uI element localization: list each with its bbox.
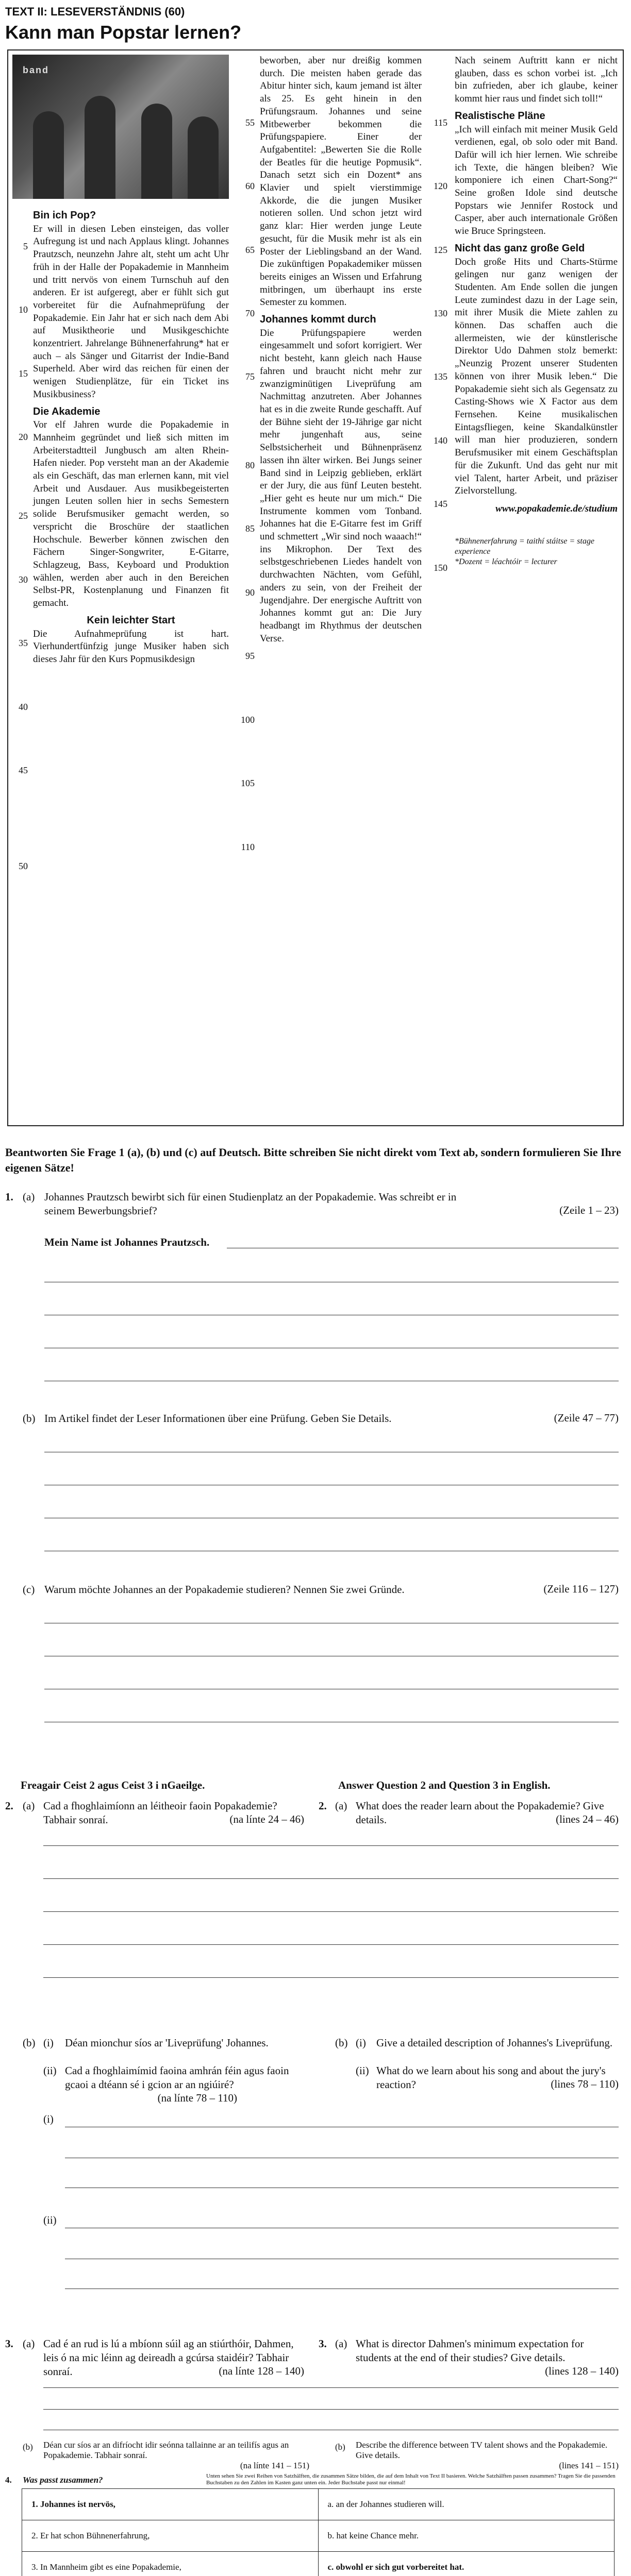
question-text: Im Artikel findet der Leser Informationen über eine Prüfung. Geben Sie Details.: [44, 1412, 392, 1425]
line-number: 150: [434, 563, 447, 573]
irish-header: Freagair Ceist 2 agus Ceist 3 i nGaeilge.: [21, 1779, 205, 1791]
paragraph: beworben, aber nur dreißig kommen durch. Die meisten haben gerade das Abitur hinter sich, kaum jemand ist älter als 25. Es geht hinein in den Prüfungsraum. Johannes und seine Mitbewerber bekommen die Prüfungspapiere. Einer der Aufgabentitel: „Bewerten Sie die Rolle der Beatles für die heutige Popmusik“. Danach setzt sich ein Dozent* ans Klavier und spielt vierstimmige Akkorde, die die jungen Musiker notieren sollen. Und schon jetzt wird ganz klar: Hier werden junge Leute gesucht, für die Musik mehr ist als ein Poster der Lieblingsband an der Wand. Die zukünftigen Popakademiker müssen bereits einiges an Wissen und Erfahrung mitbringen, um überhaupt ins erste Semester zu kommen.: [260, 55, 422, 308]
line-reference: (na línte 128 – 140): [219, 2365, 304, 2377]
question-number: 2.: [319, 1800, 327, 1812]
line-number: 130: [434, 308, 447, 318]
footnote: *Bühnenerfahrung = taithí stáitse = stage experience: [455, 536, 594, 556]
line-number: 70: [245, 308, 255, 318]
question-text-irish: Cad a fhoghlaimíonn an léitheoir faoin Popakademie? Tabhair sonraí.: [43, 1800, 277, 1826]
paragraph: Nach seinem Auftritt kann er nicht glauben, dass es schon vorbei ist. „Ich bin zufrieden, aber ich glaube, keiner kommt hier raus und findet sich toll!“: [455, 55, 618, 105]
line-number: 30: [19, 574, 28, 585]
question-label: (b): [23, 2442, 33, 2452]
subheading: Nicht das ganz große Geld: [455, 242, 585, 254]
paragraph: Die Prüfungspapiere werden eingesammelt und sofort korrigiert. Wer nicht besteht, kann gleich nach Hause fahren und braucht nicht mehr zur zwanzigminütigen Liveprüfung am Nachmittag anzutreten. Aber Johannes hat es in die zweite Runde geschafft. Auf der Bühne sieht der 19-Jährige gar nicht mehr jungenhaft aus, seine Selbstsicherheit und Bühnenpräsenz lassen ihn älter wirken. Bei Jungs seiner Band sind in Leipzig geblieben, erklärt er der Jury, die aus fünf Leuten besteht. „Hier geht es heute nur um mich.“ Die Instrumente kommen vom Tonband. Johannes hat die E-Gitarre fest im Griff und schmettert „Wir sind noch waaach!“ ins Mikrophon. Der Text des selbstgeschriebenen Liedes handelt von durchwachten Nächten, vom Gefühl, anders zu sein, von der Freiheit der Jugendjahre. Der energische Auftritt von Johannes kommt gut an: Die Jury headbangt im Rhythmus der deutschen Verse.: [260, 327, 422, 644]
line-number: 120: [434, 181, 447, 191]
match-left: 3. In Mannheim gibt es eine Popakademie,: [22, 2552, 319, 2576]
line-reference: (lines 141 – 151): [559, 2461, 619, 2470]
question-label: (a): [23, 1800, 35, 1812]
line-number: 10: [19, 304, 28, 315]
article-column-3: [427, 50, 623, 1125]
line-number: 90: [245, 587, 255, 598]
answer-sublabel: (ii): [43, 2214, 57, 2226]
line-number: 60: [245, 181, 255, 191]
question-text: Warum möchte Johannes an der Popakademie studieren? Nennen Sie zwei Gründe.: [44, 1583, 405, 1596]
paragraph: „Ich will einfach mit meiner Musik Geld verdienen, egal, ob solo oder mit Band. Dafür will ich hier lernen. Wie schreibe ich Texte, die hängen bleiben? Wie komponiere ich einen Chart-Song?“ Seine großen Idole sind deutsche Popstars wie Jennifer Rostock und Casper, aber auch internationale Größen wie Bruce Springsteen.: [455, 124, 618, 237]
section-header: TEXT II: LESEVERSTÄNDNIS (60): [5, 5, 185, 18]
answer-line[interactable]: [43, 2387, 619, 2388]
line-number: 115: [434, 117, 447, 128]
line-reference: (lines 78 – 110): [551, 2078, 619, 2090]
question-text-english: What do we learn about his song and about the jury's reaction?: [376, 2064, 606, 2091]
question-text: Johannes Prautzsch bewirbt sich für einen Studienplatz an der Popakademie. Was schreibt er in seinem Bewerbungsbrief?: [44, 1191, 457, 1217]
question-number: 3.: [5, 2337, 13, 2350]
article-title: Kann man Popstar lernen?: [5, 22, 242, 43]
line-number: 105: [241, 778, 255, 788]
match-left: 1. Johannes ist nervös,: [22, 2489, 319, 2520]
answer-line[interactable]: [43, 1911, 619, 1912]
question-label: (a): [23, 2337, 35, 2350]
match-left: 2. Er hat schon Bühnenerfahrung,: [22, 2520, 319, 2552]
line-number: 25: [19, 511, 28, 521]
subheading: Realistische Pläne: [455, 110, 545, 122]
source-link[interactable]: www.popakademie.de/studium: [495, 503, 618, 514]
question-instruction: Unten sehen Sie zwei Reihen von Satzhälften, die zusammen Sätze bilden, die auf dem Inhalt von Text II basieren. Welche Satzhälften passen zusammen? Tragen Sie die passenden Buchstaben zu den Zahlen im Kasten ganz unten ein. Jeder Buchstabe passt nur einmal!: [206, 2473, 616, 2486]
photo-figure: [141, 104, 172, 199]
line-number: 20: [19, 432, 28, 442]
paragraph: Er will in diesen Leben einsteigen, das voller Aufregung ist und nach Applaus klingt. Johannes Prautzsch, neunzehn Jahre alt, steht um acht Uhr früh in der Halle der Popakademie in Mannheim und tritt nervös von einem Turnschuh auf den anderen. Er ist aufgeregt, aber er fühlt sich gut vorbereitet für die Aufnahmeprüfung der Popakademie. Ein Jahr hat er sich nach dem Abi auf Musiktheorie und Musikgeschichte konzentriert. Jahrelange Bühnenerfahrung* hat er auch – als Sänger und Gitarrist der Indie-Band Superheld. Aber wird das reichen für einen der wenigen Studienplätze, für ein Ticket ins Musikbusiness?: [33, 223, 229, 400]
line-reference: (Zeile 116 – 127): [543, 1583, 619, 1595]
line-number: 100: [241, 715, 255, 725]
line-number: 5: [23, 241, 28, 251]
answer-line[interactable]: [43, 1845, 619, 1846]
column-2-text: [260, 55, 422, 645]
question-label: (b): [23, 1412, 36, 1425]
paragraph: Die Aufnahmeprüfung ist hart. Vierhundertfünfzig junge Musiker haben sich dieses Jahr für den Kurs Popmusikdesign: [33, 628, 229, 665]
question-text-irish: Déan cur síos ar an difríocht idir seónna tallainne ar an teilifís agus an Popakademie. Tabhair sonraí.: [43, 2440, 289, 2460]
question-text-english: Give a detailed description of Johannes's Liveprüfung.: [376, 2037, 613, 2049]
column-3-text: [455, 55, 618, 567]
subheading: Bin ich Pop?: [33, 210, 96, 221]
question-number: 4.: [5, 2475, 12, 2485]
question-text-english: What is director Dahmen's minimum expectation for students at the end of their studies? Give details.: [356, 2337, 584, 2364]
matching-table: [22, 2488, 615, 2576]
question-text-irish: Déan mionchur síos ar 'Liveprüfung' Johannes.: [65, 2037, 269, 2049]
line-reference: (na línte 141 – 151): [240, 2461, 309, 2470]
line-number: 50: [19, 861, 28, 871]
question-sublabel: (i): [43, 2037, 54, 2049]
question-label: (a): [335, 2337, 347, 2350]
question-text-irish: Cad é an rud is lú a mbíonn súil ag an stiúrthóir, Dahmen, leis ó na mic léinn ag deireadh a gcúrsa staidéir? Tabhair sonraí.: [43, 2337, 294, 2378]
line-number: 45: [19, 765, 28, 775]
subheading: Johannes kommt durch: [260, 314, 376, 326]
answer-starter: Mein Name ist Johannes Prautzsch.: [44, 1236, 210, 1248]
answer-line[interactable]: [43, 2409, 619, 2410]
photo-caption: band: [23, 65, 49, 75]
line-reference: (lines 128 – 140): [545, 2365, 619, 2377]
column-1-text: [33, 205, 229, 666]
line-number: 145: [434, 499, 447, 509]
band-photo: [12, 55, 229, 199]
instructions: Beantworten Sie Frage 1 (a), (b) und (c) auf Deutsch. Bitte schreiben Sie nicht direkt vom Text ab, sondern formulieren Sie Ihre eigenen Sätze!: [5, 1146, 621, 1174]
line-number: 110: [241, 842, 255, 852]
footnote: *Dozent = léachtóir = lecturer: [455, 557, 557, 566]
match-row: [22, 2552, 615, 2576]
question-text-english: Describe the difference between TV talent shows and the Popakademie. Give details.: [356, 2440, 608, 2460]
line-number: 125: [434, 245, 447, 255]
photo-figure: [33, 111, 64, 199]
article-column-1: [8, 50, 235, 1125]
match-row: [22, 2489, 615, 2520]
line-number: 135: [434, 371, 447, 382]
line-reference: (Zeile 1 – 23): [559, 1204, 619, 1216]
line-reference: (Zeile 47 – 77): [554, 1412, 619, 1424]
line-number: 80: [245, 460, 255, 470]
line-number: 95: [245, 651, 255, 661]
article-column-2: [235, 50, 427, 1125]
subheading: Die Akademie: [33, 405, 101, 417]
line-number: 85: [245, 523, 255, 534]
question-text-irish: Cad a fhoghlaimímid faoina amhrán féin agus faoin gcaoi a dtéann sé i gcion ar an ngiúiré?: [65, 2064, 289, 2091]
line-number: 75: [245, 371, 255, 382]
match-right: b. hat keine Chance mehr.: [318, 2520, 615, 2552]
answer-sublabel: (i): [43, 2113, 54, 2125]
question-sublabel: (ii): [356, 2064, 369, 2077]
answer-line[interactable]: [43, 1878, 619, 1879]
question-label: (a): [335, 1800, 347, 1812]
question-sublabel: (ii): [43, 2064, 57, 2077]
paragraph: Vor elf Jahren wurde die Popakademie in Mannheim gegründet und ließ sich mitten im Arbeiterstadtteil Jungbusch am alten Rhein-Hafen nieder. Pop versteht man an der Akademie als ein Geschäft, das man erlernen kann, mit viel Arbeit und Ausdauer. Aus musikbegeisterten jungen Leuten sollen hier in sechs Semestern solide Berufsmusiker gemacht werden, so verspricht die Broschüre der staatlichen Hochschule. Bewerber können zwischen den Fächern Singer-Songwriter, E-Gitarre, Schlagzeug, Bass, Keyboard und Produktion wählen, werden aber auch in den Bereichen Selbst-PR, Kostenplanung und Finanzen fit gemacht.: [33, 419, 229, 609]
question-number: 2.: [5, 1800, 13, 1812]
line-number: 15: [19, 368, 28, 379]
answer-line[interactable]: [43, 1977, 619, 1978]
answer-line[interactable]: [43, 1944, 619, 1945]
photo-figure: [188, 116, 219, 199]
question-label: (c): [23, 1583, 35, 1596]
line-reference: (na línte 78 – 110): [157, 2092, 237, 2104]
question-title: Was passt zusammen?: [23, 2475, 103, 2485]
question-label: (a): [23, 1191, 35, 1203]
question-label: (b): [335, 2037, 348, 2049]
line-number: 65: [245, 245, 255, 255]
question-number: 3.: [319, 2337, 327, 2350]
subheading: Kein leichter Start: [87, 614, 175, 626]
match-row: [22, 2520, 615, 2552]
article-box: [7, 49, 624, 1126]
english-header: Answer Question 2 and Question 3 in English.: [338, 1779, 551, 1791]
match-right: a. an der Johannes studieren will.: [318, 2489, 615, 2520]
line-number: 140: [434, 435, 447, 446]
question-number: 1.: [5, 1191, 13, 1203]
line-number: 55: [245, 117, 255, 128]
paragraph: Doch große Hits und Charts-Stürme gelingen nur ganz wenigen der Studenten. Am Ende sollen die jungen Leute zumindest dazu in der Lage sein, mit ihrer Musik die Miete zahlen zu können. Das schaffen auch die allermeisten, wie der künstlerische Direktor Udo Dahmen stolz bemerkt: „Neunzig Prozent unserer Studenten können von ihrer Musik leben.“ Die Popakademie sieht sich als Gegensatz zu Casting-Shows wie X Factor aus dem Fernsehen. Keine musikalischen Eintagsfliegen, keine Skandalkünstler will man hier produzieren, sondern Berufsmusiker mit einem Geschäftsplan für die Zukunft. Und das geht nur mit viel Talent, harter Arbeit, und präziser Zielvorstellung.: [455, 256, 618, 497]
question-text-english: What does the reader learn about the Popakademie? Give details.: [356, 1800, 604, 1826]
question-sublabel: (i): [356, 2037, 366, 2049]
line-number: 35: [19, 638, 28, 648]
photo-figure: [85, 96, 115, 199]
line-reference: (na línte 24 – 46): [229, 1813, 304, 1825]
question-label: (b): [23, 2037, 36, 2049]
match-right: c. obwohl er sich gut vorbereitet hat.: [318, 2552, 615, 2576]
line-reference: (lines 24 – 46): [556, 1813, 619, 1825]
question-label: (b): [335, 2442, 345, 2452]
line-number: 40: [19, 702, 28, 712]
